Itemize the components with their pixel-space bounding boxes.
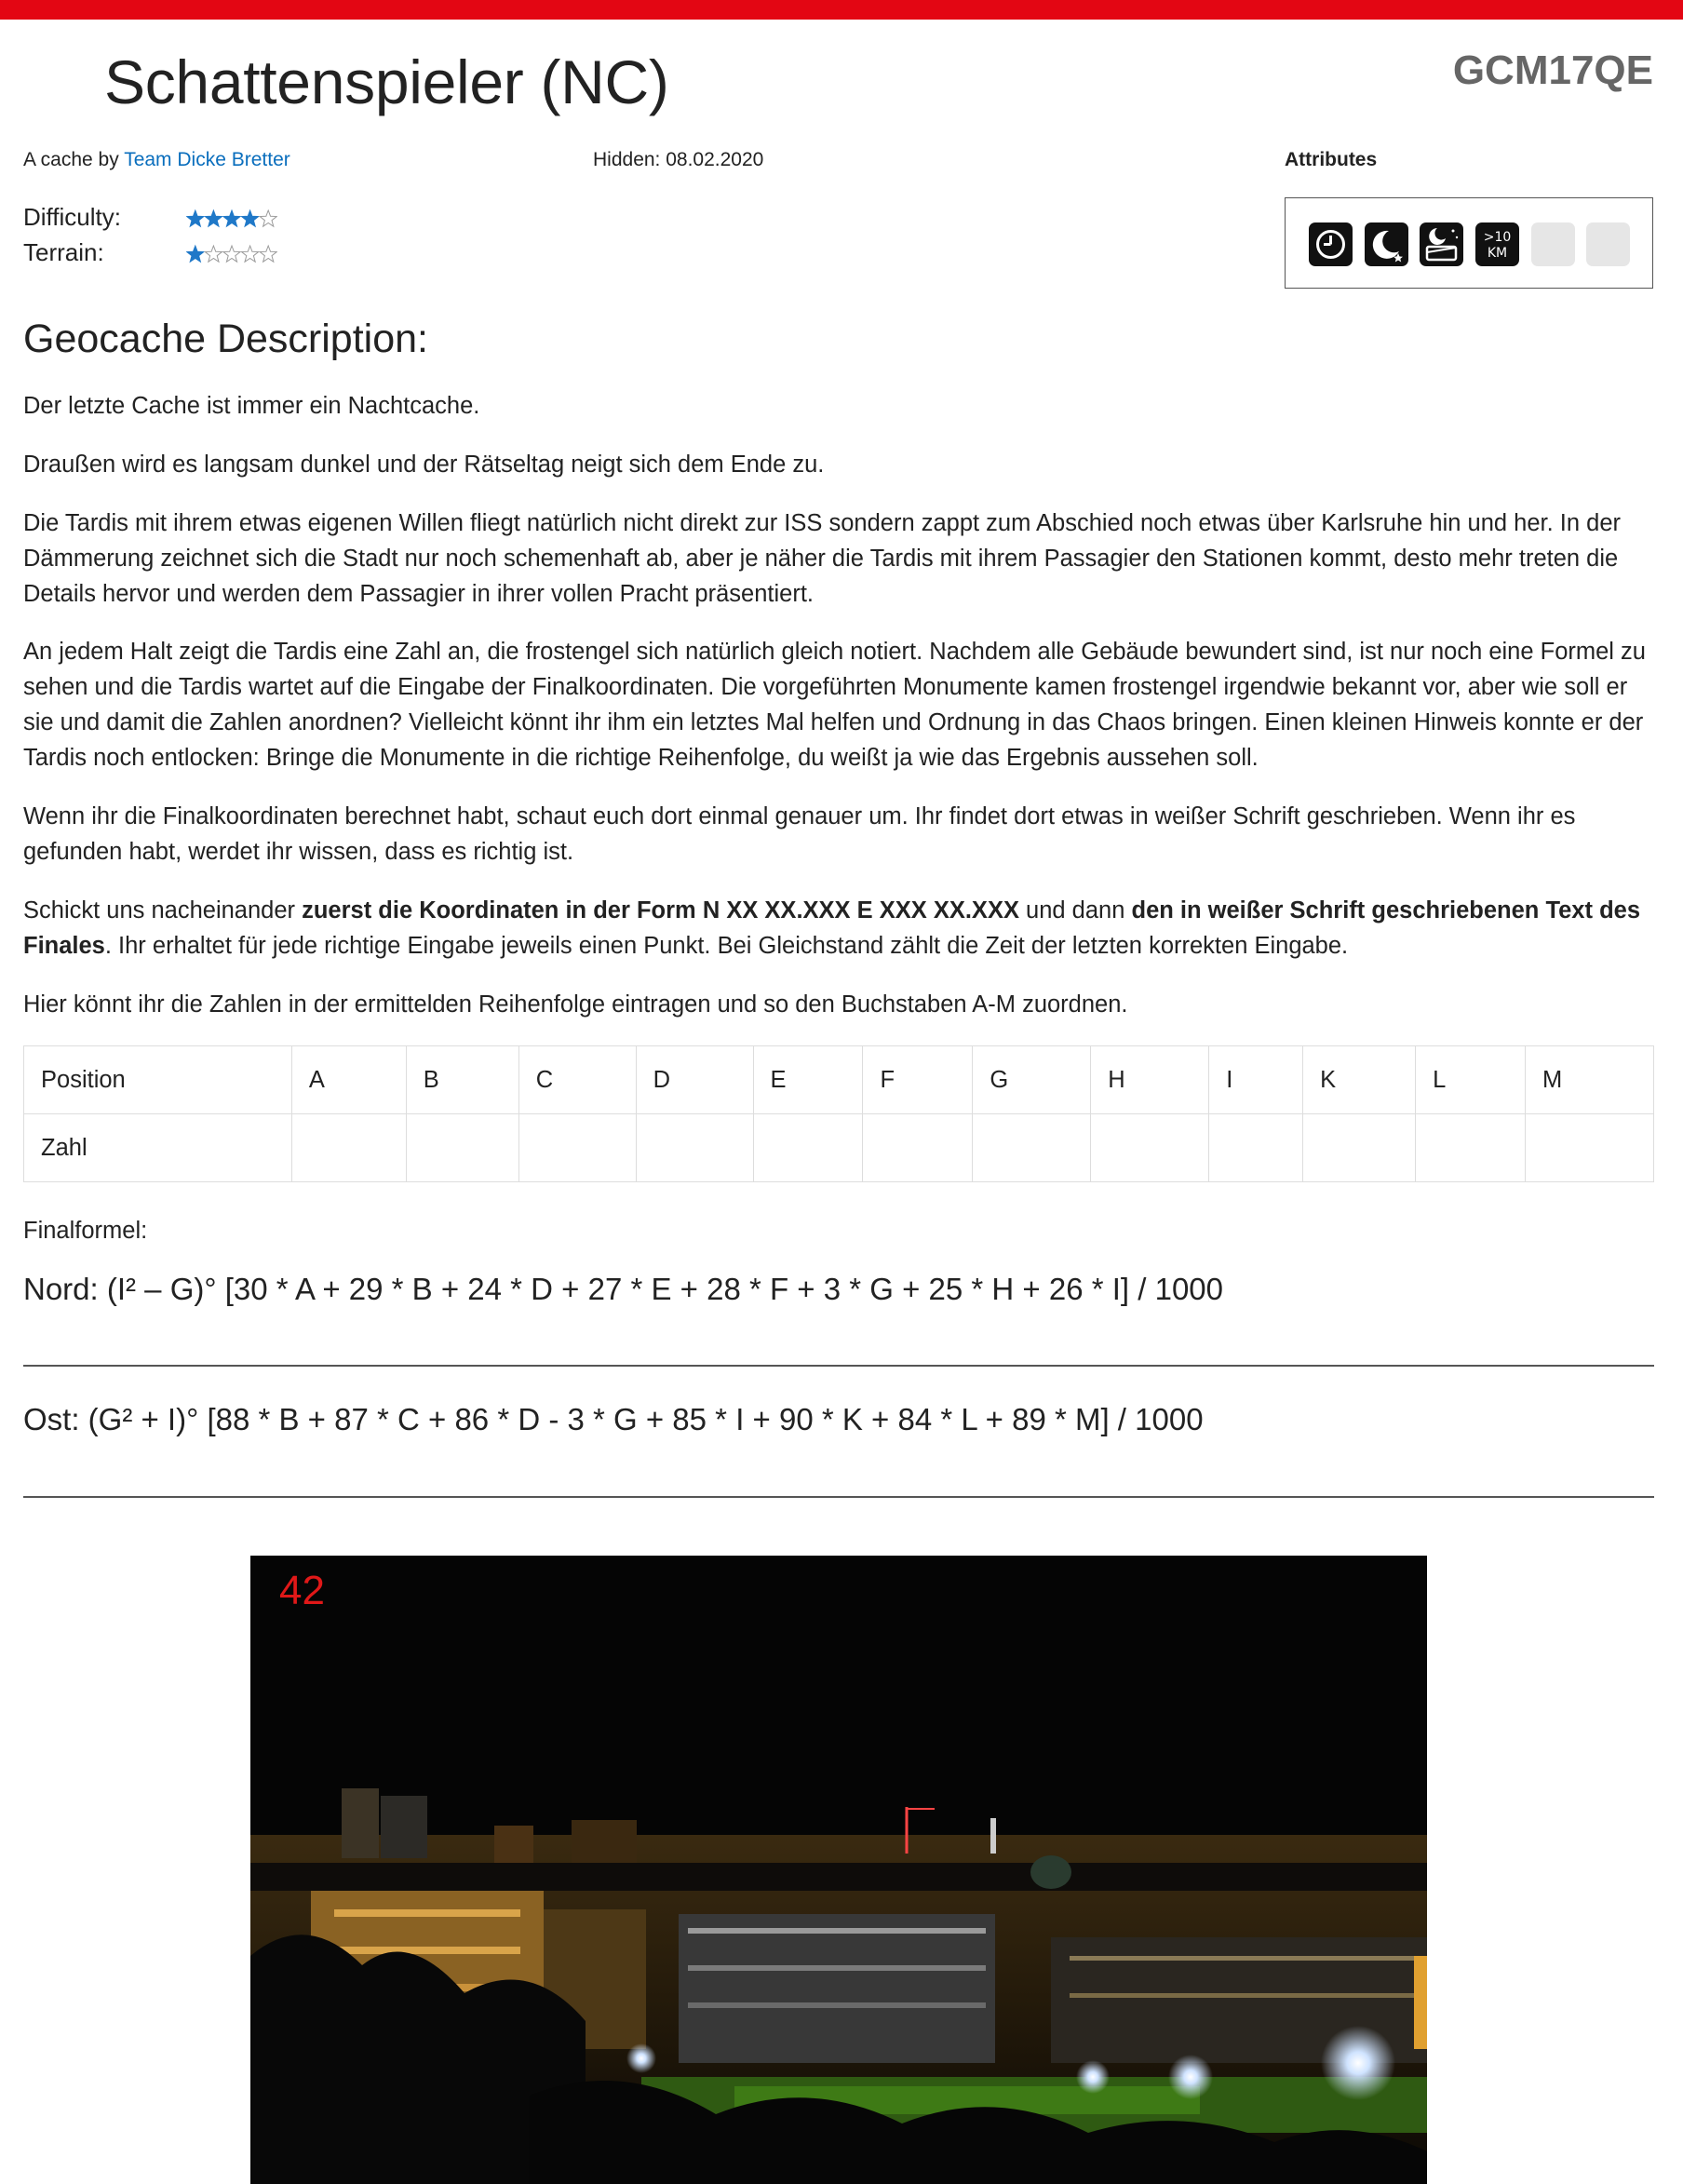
description-paragraph: Draußen wird es langsam dunkel und der Rätseltag neigt sich dem Ende zu.	[23, 452, 825, 478]
finalformel-label: Finalformel:	[23, 1218, 148, 1244]
description-paragraph: Der letzte Cache ist immer ein Nachtcache.	[23, 393, 480, 419]
number-cell	[973, 1114, 1091, 1182]
letter-cell: F	[863, 1046, 973, 1114]
svg-text:KM: KM	[1487, 246, 1508, 261]
star-empty-icon	[260, 210, 276, 226]
bold-text: den in weißer Schrift geschriebenen Text des Finales	[23, 897, 1641, 959]
star-filled-icon	[187, 246, 204, 262]
attributes-title: Attributes	[1285, 149, 1378, 170]
star-rating	[186, 209, 277, 229]
hidden-date: Hidden: 08.02.2020	[593, 149, 764, 170]
night-moon-icon	[1365, 222, 1408, 266]
star-empty-icon	[205, 246, 222, 262]
divider	[23, 1496, 1654, 1498]
terrain-label: Terrain:	[23, 238, 104, 266]
star-filled-icon	[242, 210, 259, 226]
star-filled-icon	[187, 210, 204, 226]
bold-text: zuerst die Koordinaten in der Form N XX XX.XXX E XXX XX.XXX	[302, 897, 1019, 923]
row-header-position: Position	[24, 1046, 292, 1114]
attribute-placeholder	[1586, 222, 1630, 266]
number-cell	[1526, 1114, 1654, 1182]
owner-link[interactable]: Team Dicke Bretter	[124, 149, 290, 170]
gc-code: GCM17QE	[1452, 47, 1653, 93]
number-cell	[753, 1114, 863, 1182]
cache-title: Schattenspieler (NC)	[104, 47, 669, 116]
number-row	[24, 1114, 1654, 1182]
night-cache-icon	[1420, 222, 1463, 266]
letter-cell: L	[1416, 1046, 1526, 1114]
letter-cell: K	[1303, 1046, 1416, 1114]
star-filled-icon	[205, 210, 222, 226]
photo-number: 42	[279, 1568, 325, 1613]
attributes-box	[1285, 197, 1653, 289]
description-paragraph: Wenn ihr die Finalkoordinaten berechnet habt, schaut euch dort einmal genauer um. Ihr findet dort etwas in weißer Schrift geschrieben. Wenn ihr es gefunden habt, werdet ihr wissen, dass es richtig ist.	[23, 803, 1576, 865]
letter-cell: M	[1526, 1046, 1654, 1114]
number-cell	[518, 1114, 636, 1182]
number-cell	[1416, 1114, 1526, 1182]
description-title: Geocache Description:	[23, 317, 428, 361]
row-header-zahl: Zahl	[24, 1114, 292, 1182]
letter-cell: I	[1209, 1046, 1303, 1114]
by-prefix: A cache by	[23, 149, 119, 170]
top-accent-bar	[0, 0, 1683, 20]
description-paragraph: Hier könnt ihr die Zahlen in der ermittelden Reihenfolge eintragen und so den Buchstaben A-M zuordnen.	[23, 991, 1128, 1018]
star-empty-icon	[223, 246, 240, 262]
letter-cell: B	[406, 1046, 518, 1114]
clock-icon	[1309, 222, 1353, 266]
number-cell	[863, 1114, 973, 1182]
attribute-placeholder	[1531, 222, 1575, 266]
star-rating	[186, 244, 277, 264]
star-empty-icon	[260, 246, 276, 262]
description-paragraph: Die Tardis mit ihrem etwas eigenen Willen fliegt natürlich nicht direkt zur ISS sondern zappt zum Abschied noch etwas über Karlsruhe hin und her. In der Dämmerung zeichnet sich die Stadt nur noch schemenhaft ab, aber je näher die Tardis mit ihrem Passagier den Stationen kommt, desto mehr treten die Details hervor und werden dem Passagier in ihrer vollen Pracht präsentiert.	[23, 510, 1621, 607]
letter-cell: G	[973, 1046, 1091, 1114]
star-empty-icon	[242, 246, 259, 262]
text-fragment: Schickt uns nacheinander	[23, 897, 303, 923]
position-row	[24, 1046, 1654, 1114]
submission-instructions	[23, 893, 1657, 964]
cache-owner-line	[23, 147, 290, 173]
letter-cell: A	[291, 1046, 406, 1114]
letter-cell: D	[636, 1046, 753, 1114]
svg-text:>10: >10	[1483, 230, 1512, 245]
position-table	[23, 1045, 1654, 1182]
number-cell	[406, 1114, 518, 1182]
night-city-photo	[250, 1556, 1427, 2184]
over-10-km-icon	[1475, 222, 1519, 266]
letter-cell: C	[518, 1046, 636, 1114]
text-fragment: und dann	[1018, 897, 1132, 923]
letter-cell: E	[753, 1046, 863, 1114]
letter-cell: H	[1091, 1046, 1209, 1114]
formula-nord: Nord: (I² – G)° [30 * A + 29 * B + 24 * D + 27 * E + 28 * F + 3 * G + 25 * H + 26 * I] / 1000	[23, 1272, 1224, 1306]
terrain-stars	[186, 244, 277, 264]
difficulty-stars	[186, 209, 277, 229]
star-filled-icon	[223, 210, 240, 226]
divider	[23, 1365, 1654, 1367]
number-cell	[1209, 1114, 1303, 1182]
number-cell	[291, 1114, 406, 1182]
number-cell	[1303, 1114, 1416, 1182]
text-fragment: . Ihr erhaltet für jede richtige Eingabe jeweils einen Punkt. Bei Gleichstand zählt die Zeit der letzten korrekten Eingabe.	[104, 933, 1349, 959]
number-cell	[1091, 1114, 1209, 1182]
number-cell	[636, 1114, 753, 1182]
description-paragraph: An jedem Halt zeigt die Tardis eine Zahl an, die frostengel sich natürlich gleich notiert. Nachdem alle Gebäude bewundert sind, ist nur noch eine Formel zu sehen und die Tardis wartet auf die Eingabe der Finalkoordinaten. Die vorgeführten Monumente kamen frostengel irgendwie bekannt vor, aber wie soll er sie und damit die Zahlen anordnen? Vielleicht könnt ihr ihm ein letztes Mal helfen und Ordnung in das Chaos bringen. Einen kleinen Hinweis konnte er der Tardis noch entlocken: Bringe die Monumente in die richtige Reihenfolge, du weißt ja wie das Ergebnis aussehen soll.	[23, 639, 1646, 771]
formula-ost: Ost: (G² + I)° [88 * B + 87 * C + 86 * D - 3 * G + 85 * I + 90 * K + 84 * L + 89 * M] / 1000	[23, 1402, 1204, 1436]
difficulty-label: Difficulty:	[23, 203, 121, 231]
